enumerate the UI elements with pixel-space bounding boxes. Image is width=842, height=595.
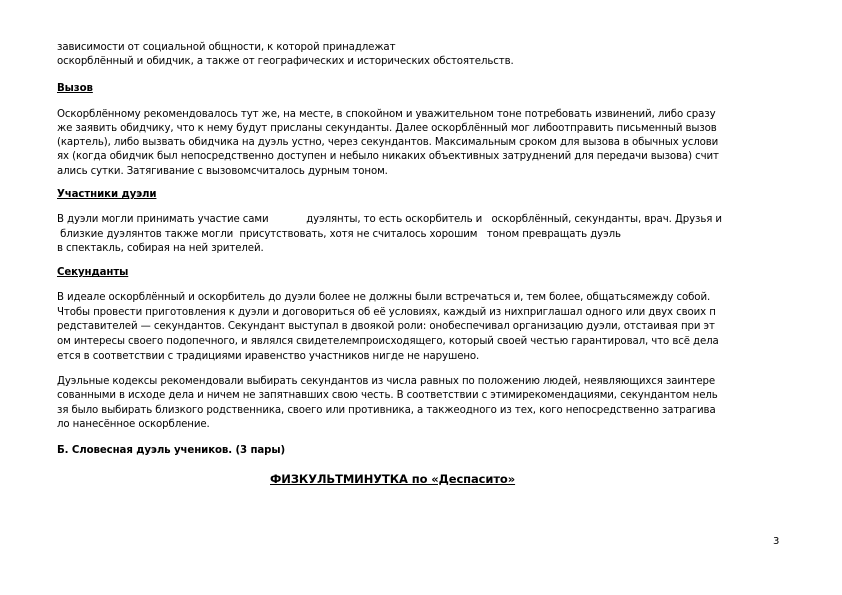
uchastniki-line-3: в спектакль, собирая на ней зрителей. [57,243,264,254]
sekundanty-p1-line-2: Чтобы провести приготовления к дуэли и договориться об её условиях, каждый из нихприглашал одного или двух своих п [57,307,716,318]
vyzov-line-3: (картель), либо вызвать обидчика на дуэль устно, через секундантов. Максимальным сроком для вызова в обычных услови [57,137,719,148]
sekundanty-p2-line-4: ло нанесённое оскорбление. [57,419,210,430]
sekundanty-p1-line-3: редставителей — секундантов. Секундант выступал в двоякой роли: онобеспечивал организацию дуэли, отстаивая при эт [57,321,715,332]
heading-uchastniki: Участники дуэли [57,189,157,200]
intro-line-1: зависимости от социальной общности, к которой принадлежат [57,42,396,53]
heading-sekundanty: Секунданты [57,267,129,278]
sekundanty-p1-line-5: ется в соответствии с традициями иравенство участников нигде не нарушено. [57,351,480,362]
sekundanty-p1-line-4: ом интересы своего подопечного, и являлся свидетелемпроисходящего, который своей честью гарантировал, что всё дела [57,336,719,347]
vyzov-line-4: ях (когда обидчик был непосредственно доступен и небыло никаких объективных затруднений для передачи вызова) счит [57,151,719,162]
sekundanty-p1-line-1: В идеале оскорблённый и оскорбитель до дуэли более не должны были встречаться и, тем более, общатьсямежду собой. [57,292,711,303]
sekundanty-p2-line-2: сованными в исходе дела и ничем не запятнавших свою честь. В соответствии с этимирекомендациями, секундантом нель [57,390,718,401]
slovesnaya-duel-line: Б. Словесная дуэль учеников. (3 пары) [57,445,286,456]
heading-vyzov: Вызов [57,83,93,94]
sekundanty-p2-line-3: зя было выбирать близкого родственника, своего или противника, а такжеодного из тех, кого непосредственно затрагива [57,405,716,416]
intro-line-2: оскорблённый и обидчик, а также от географических и исторических обстоятельств. [57,56,514,67]
vyzov-line-1: Оскорблённому рекомендовалось тут же, на месте, в спокойном и уважительном тоне потребовать извинений, либо сразу [57,109,716,120]
uchastniki-line-1: В дуэли могли принимать участие сами дуэлянты, то есть оскорбитель и оскорблённый, секунданты, врач. Друзья и [57,214,722,225]
fizkultminutka-title: ФИЗКУЛЬТМИНУТКА по «Деспасито» [270,472,516,486]
sekundanty-p2-line-1: Дуэльные кодексы рекомендовали выбирать секундантов из числа равных по положению людей, неявляющихся заинтере [57,376,716,387]
uchastniki-line-2: близкие дуэлянтов также могли присутствовать, хотя не считалось хорошим тоном превращать дуэль [57,229,621,240]
page-number: 3 [773,536,780,547]
vyzov-line-2: же заявить обидчику, что к нему будут присланы секунданты. Далее оскорблённый мог либоотправить письменный вызов [57,123,717,134]
vyzov-line-5: ались сутки. Затягивание с вызовомсчиталось дурным тоном. [57,166,388,177]
